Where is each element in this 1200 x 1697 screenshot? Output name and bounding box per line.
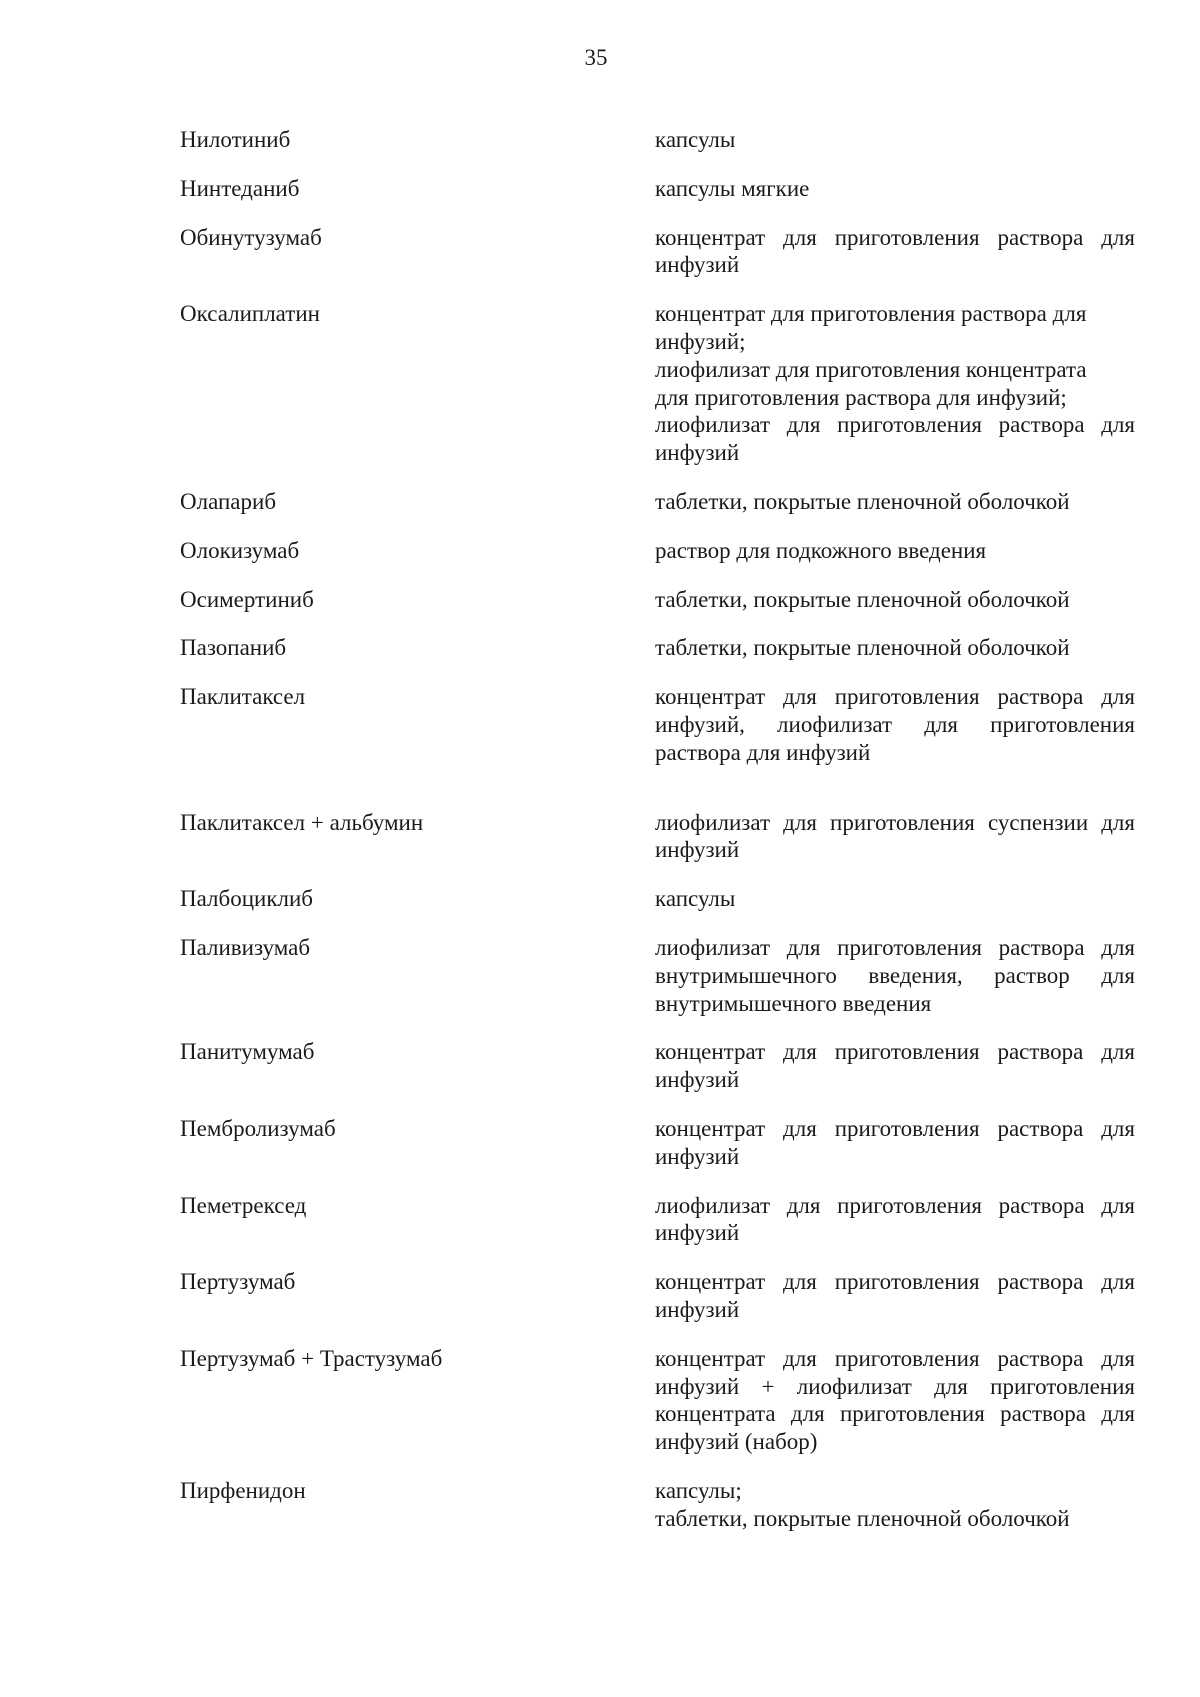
dosage-form-line: лиофилизат для приготовления раствора для	[655, 934, 1135, 960]
drug-name: Нилотиниб	[180, 127, 291, 152]
drug-name: Пирфенидон	[180, 1477, 306, 1503]
dosage-form-line: раствора для инфузий	[655, 739, 871, 765]
dosage-form-line: лиофилизат для приготовления раствора для	[655, 1192, 1135, 1218]
dosage-form	[655, 175, 1135, 203]
drug-row	[180, 683, 1135, 766]
dosage-form-line: внутримышечного введения	[655, 990, 932, 1016]
drug-row	[180, 885, 1135, 913]
dosage-form-line: концентрата для приготовления раствора для	[655, 1401, 1135, 1427]
dosage-form	[655, 1268, 1135, 1324]
drug-row	[180, 634, 1135, 662]
dosage-form-line: инфузий	[655, 1143, 740, 1169]
dosage-form-line: инфузий (набор)	[655, 1429, 818, 1455]
dosage-form	[655, 1345, 1135, 1456]
dosage-form	[655, 934, 1135, 1017]
drug-name: Пазопаниб	[180, 635, 287, 661]
drug-name: Паклитаксел + альбумин	[180, 809, 424, 835]
dosage-form-line: концентрат для приготовления раствора для	[655, 1115, 1135, 1141]
drug-name: Оксалиплатин	[180, 301, 320, 327]
drug-row	[180, 934, 1135, 1017]
dosage-form-line: инфузий;	[655, 328, 746, 354]
dosage-form-line: инфузий	[655, 252, 740, 278]
drug-name: Осимертиниб	[180, 586, 314, 612]
dosage-form	[655, 537, 1135, 565]
drug-name: Пертузумаб + Трастузумаб	[180, 1345, 443, 1371]
dosage-form-line: концентрат для приготовления раствора для	[655, 684, 1135, 710]
dosage-form-line: инфузий + лиофилизат для приготовления	[655, 1373, 1135, 1399]
drug-row	[180, 1345, 1135, 1456]
dosage-form	[655, 683, 1135, 766]
drug-name: Пертузумаб	[180, 1269, 296, 1295]
dosage-form	[655, 126, 1135, 154]
drug-name: Нинтеданиб	[180, 175, 300, 201]
dosage-form	[655, 885, 1135, 913]
dosage-form-line: таблетки, покрытые пленочной оболочкой	[655, 1505, 1070, 1531]
dosage-form-line: лиофилизат для приготовления суспензии для	[655, 809, 1135, 835]
dosage-form	[655, 488, 1135, 516]
drug-name: Пеметрексед	[180, 1192, 307, 1218]
drug-row	[180, 586, 1135, 614]
page-number: 35	[584, 45, 608, 70]
dosage-form-line: инфузий	[655, 440, 740, 466]
dosage-form-line: таблетки, покрытые пленочной оболочкой	[655, 635, 1070, 661]
drug-row	[180, 488, 1135, 516]
drug-list	[180, 126, 1135, 1553]
dosage-form-line: концентрат для приготовления раствора для	[655, 1039, 1135, 1065]
drug-row	[180, 537, 1135, 565]
dosage-form-line: инфузий	[655, 1220, 740, 1246]
dosage-form	[655, 634, 1135, 662]
dosage-form-line: концентрат для приготовления раствора для	[655, 224, 1135, 250]
dosage-form-line: концентрат для приготовления раствора для	[655, 301, 1087, 327]
drug-row	[180, 1268, 1135, 1324]
drug-name: Панитумумаб	[180, 1039, 315, 1065]
dosage-form-line: лиофилизат для приготовления концентрата	[655, 356, 1087, 382]
dosage-form-line: внутримышечного введения, раствор для	[655, 962, 1135, 988]
dosage-form-line: таблетки, покрытые пленочной оболочкой	[655, 488, 1070, 514]
dosage-form-line: раствор для подкожного введения	[655, 537, 987, 563]
dosage-form-line: инфузий	[655, 1067, 740, 1093]
drug-name: Пембролизумаб	[180, 1115, 336, 1141]
drug-row	[180, 1192, 1135, 1248]
drug-row	[180, 126, 1135, 154]
dosage-form-line: капсулы;	[655, 1477, 742, 1503]
drug-name: Олокизумаб	[180, 537, 300, 563]
dosage-form	[655, 1115, 1135, 1171]
dosage-form-line: капсулы мягкие	[655, 175, 810, 201]
dosage-form	[655, 586, 1135, 614]
dosage-form-line: концентрат для приготовления раствора для	[655, 1269, 1135, 1295]
dosage-form-line: инфузий, лиофилизат для приготовления	[655, 711, 1135, 737]
drug-name: Обинутузумаб	[180, 224, 322, 250]
dosage-form	[655, 1038, 1135, 1094]
drug-row	[180, 1115, 1135, 1171]
dosage-form	[655, 300, 1135, 467]
drug-row	[180, 1038, 1135, 1094]
dosage-form-line: концентрат для приготовления раствора для	[655, 1345, 1135, 1371]
drug-name: Паливизумаб	[180, 934, 311, 960]
dosage-form-line: для приготовления раствора для инфузий;	[655, 384, 1067, 410]
drug-name: Паклитаксел	[180, 684, 306, 710]
drug-row	[180, 175, 1135, 203]
drug-row	[180, 300, 1135, 467]
drug-name: Палбоциклиб	[180, 886, 313, 912]
dosage-form-line: лиофилизат для приготовления раствора для	[655, 412, 1135, 438]
drug-row	[180, 224, 1135, 280]
dosage-form-line: капсулы	[655, 127, 736, 152]
dosage-form	[655, 809, 1135, 865]
drug-name: Олапариб	[180, 488, 277, 514]
dosage-form-line: инфузий	[655, 837, 740, 863]
dosage-form	[655, 1477, 1135, 1533]
dosage-form	[655, 1192, 1135, 1248]
dosage-form-line: таблетки, покрытые пленочной оболочкой	[655, 586, 1070, 612]
drug-row	[180, 809, 1135, 865]
dosage-form-line: инфузий	[655, 1296, 740, 1322]
dosage-form-line: капсулы	[655, 886, 736, 912]
dosage-form	[655, 224, 1135, 280]
drug-row	[180, 1477, 1135, 1533]
